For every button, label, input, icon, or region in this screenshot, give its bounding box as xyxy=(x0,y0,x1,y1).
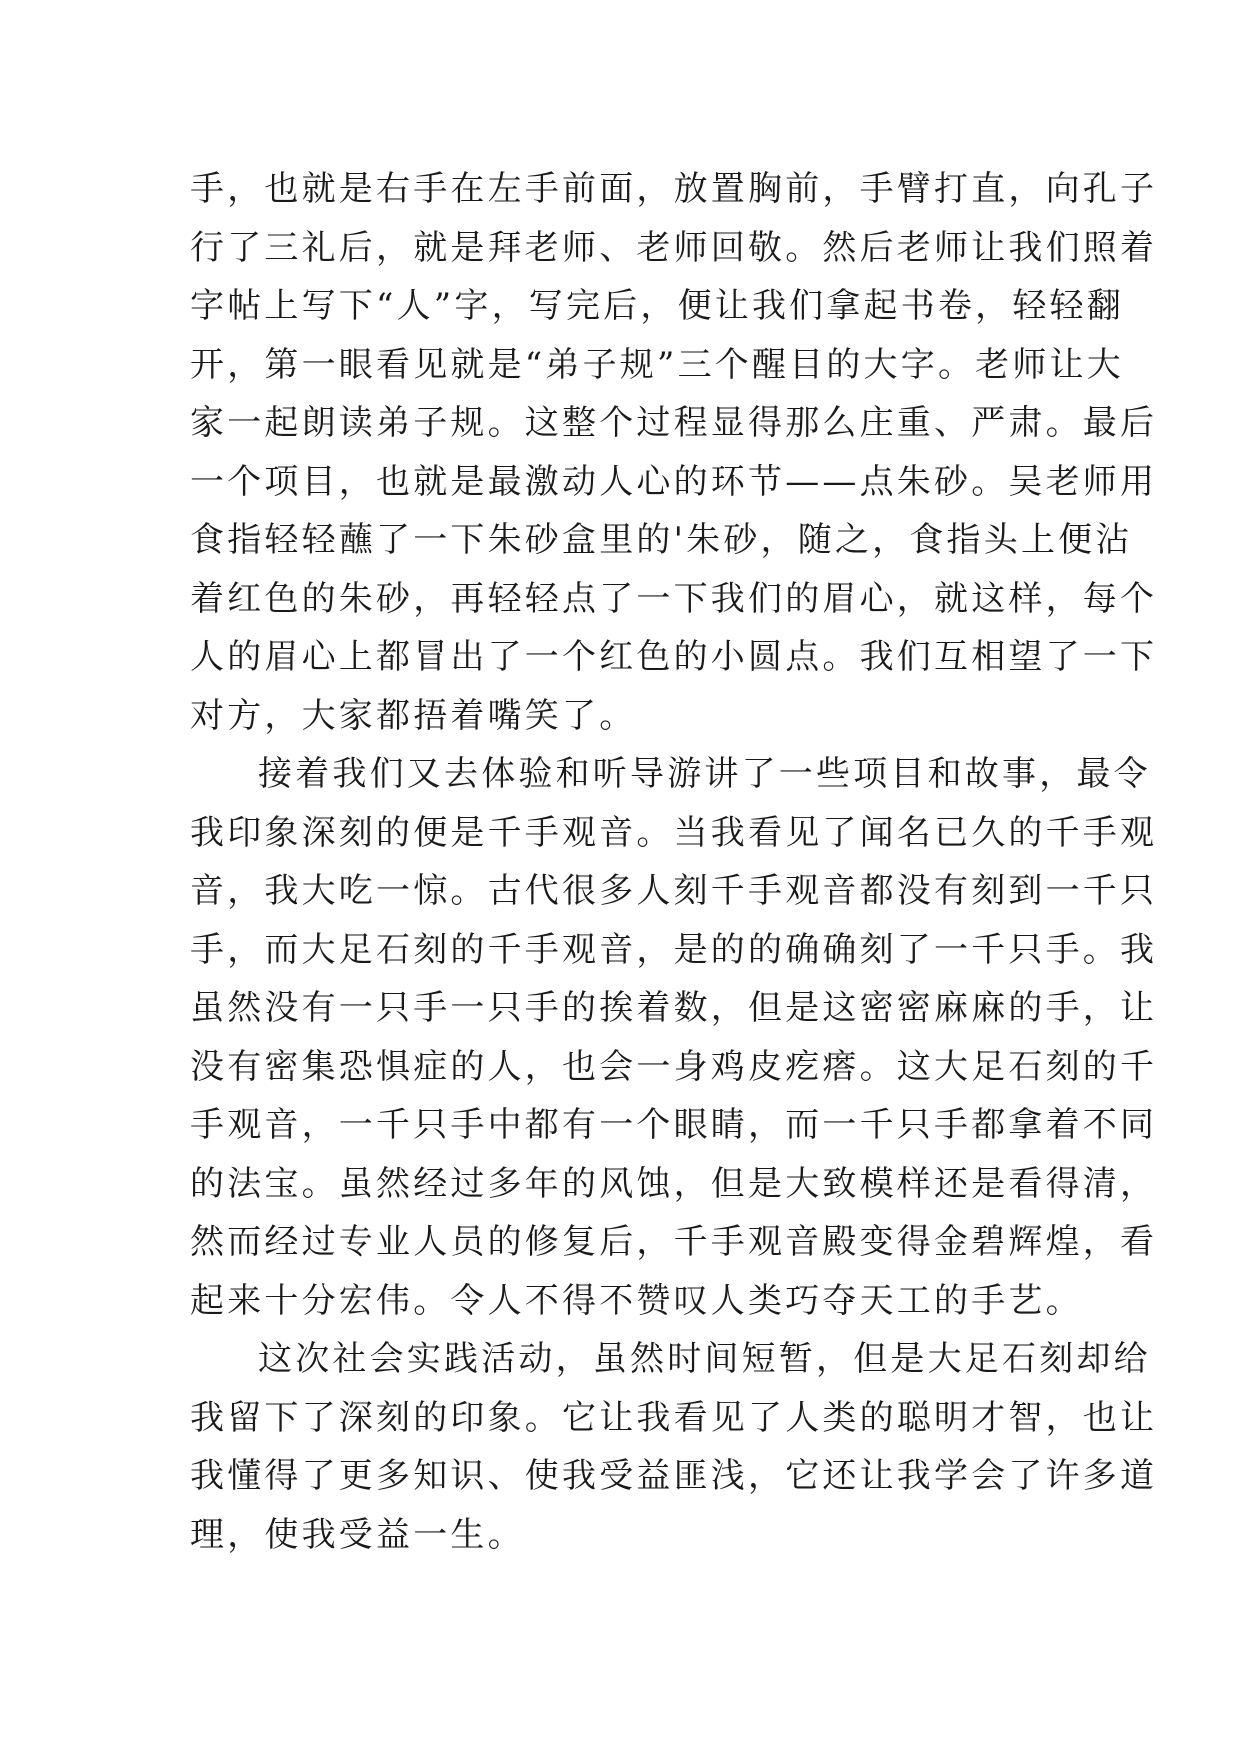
text-line: 人的眉心上都冒出了一个红色的小圆点。我们互相望了一下 xyxy=(190,637,1158,677)
text-line: 理，使我受益一生。 xyxy=(190,1514,525,1555)
text-line: 没有密集恐惧症的人，也会一身鸡皮疙瘩。这大足石刻的千 xyxy=(190,1046,1158,1087)
text-line: 的法宝。虽然经过多年的风蚀，但是大致模样还是看得清， xyxy=(190,1163,1158,1204)
text-line: 这次社会实践活动，虽然时间短暂，但是大足石刻却给 xyxy=(258,1339,1151,1379)
text-line: 虽然没有一只手一只手的挨着数，但是这密密麻麻的手，让 xyxy=(190,988,1158,1028)
text-line: 然而经过专业人员的修复后，千手观音殿变得金碧辉煌，看 xyxy=(190,1222,1158,1262)
text-line: 开，第一眼看见就是“弟子规”三个醒目的大字。老师让大 xyxy=(190,344,1124,385)
paragraph-1 xyxy=(190,160,1158,745)
text-line: 手，而大足石刻的千手观音，是的的确确刻了一千只手。我 xyxy=(190,929,1158,970)
text-line: 手观音，一千只手中都有一个眼睛，而一千只手都拿着不同 xyxy=(190,1105,1158,1145)
text-line: 接着我们又去体验和听导游讲了一些项目和故事，最令 xyxy=(258,754,1151,794)
text-line: 食指轻轻蘸了一下朱砂盒里的'朱砂，随之，食指头上便沾 xyxy=(190,520,1133,560)
text-line: 家一起朗读弟子规。这整个过程显得那么庄重、严肃。最后 xyxy=(190,403,1158,443)
paragraph-2 xyxy=(190,745,1158,1330)
body-text xyxy=(190,160,1158,1564)
text-line: 我印象深刻的便是千手观音。当我看见了闻名已久的千手观 xyxy=(190,812,1158,853)
paragraph-3 xyxy=(190,1330,1158,1564)
text-line: 着红色的朱砂，再轻轻点了一下我们的眉心，就这样，每个 xyxy=(190,578,1158,619)
text-line: 我留下了深刻的印象。它让我看见了人类的聪明才智，也让 xyxy=(190,1397,1158,1438)
text-line: 行了三礼后，就是拜老师、老师回敬。然后老师让我们照着 xyxy=(190,227,1158,268)
text-line: 我懂得了更多知识、使我受益匪浅，它还让我学会了许多道 xyxy=(190,1456,1158,1496)
text-line: 手，也就是右手在左手前面，放置胸前，手臂打直，向孔子 xyxy=(190,169,1158,209)
text-line: 音，我大吃一惊。古代很多人刻千手观音都没有刻到一千只 xyxy=(190,871,1158,911)
text-line: 对方，大家都捂着嘴笑了。 xyxy=(190,695,637,736)
text-line: 字帖上写下“人”字，写完后，便让我们拿起书卷，轻轻翻 xyxy=(190,286,1124,326)
text-line: 起来十分宏伟。令人不得不赞叹人类巧夺天工的手艺。 xyxy=(190,1280,1083,1321)
text-line: 一个项目，也就是最激动人心的环节——点朱砂。吴老师用 xyxy=(190,461,1158,502)
